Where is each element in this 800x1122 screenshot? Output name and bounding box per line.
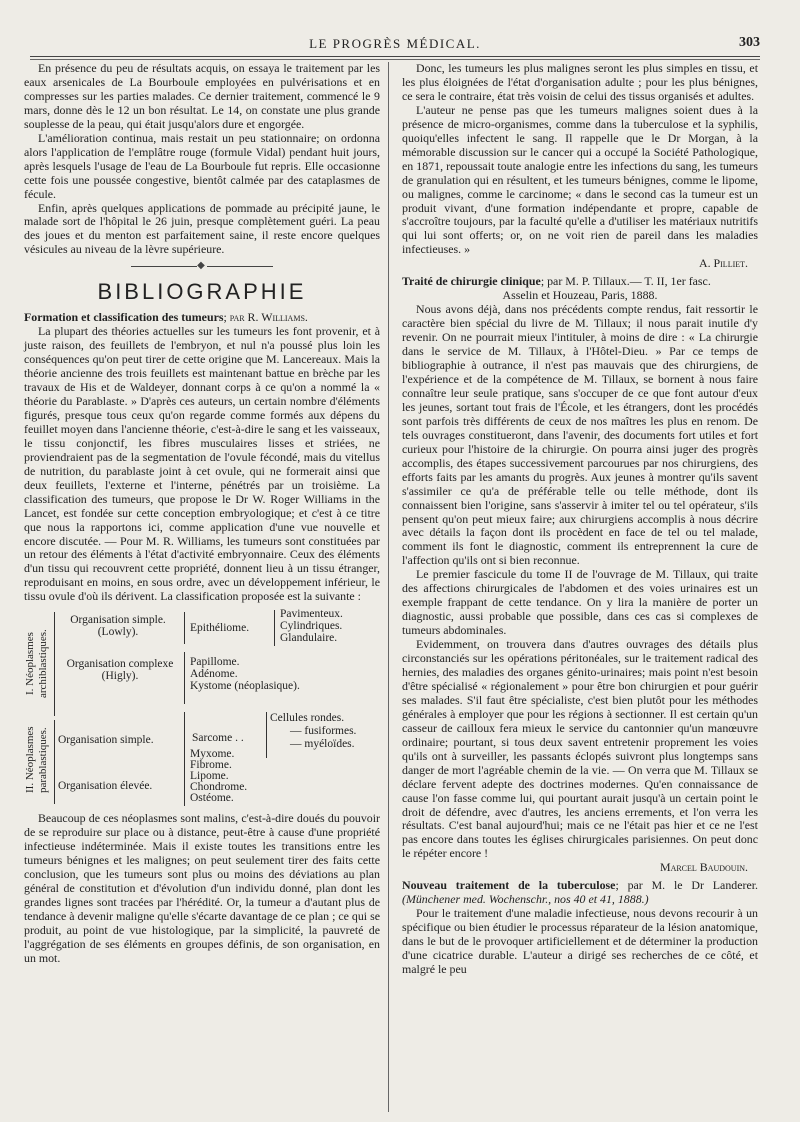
review-heading <box>24 311 380 325</box>
paragraph: L'amélioration continua, mais restait un peu stationnaire; on ordonna alors l'application de l'emplâtre rouge (formule Vidal) pendant huit jours, après lesquels l'usage de l'eau de La Bourboule fut repris. Elle occasionne cette fois une poussée congestive, bientôt calmée par des cataplasmes de fécule. <box>24 130 380 201</box>
chondrome: Chondrome. <box>190 781 248 794</box>
header-rule <box>30 56 760 57</box>
paragraph: La plupart des théories actuelles sur les tumeurs les font provenir, et à juste raison, des feuillets de l'embryon, et nul n'a poussé plus loin les conséquences qu'on peut tirer de cette origine que M. Lancereaux. Mais la théorie ancienne des trois feuillets est maintenant battue en brèche par les travaux de His et de Waldeyer, donnant corps à ce qu'on a nommé la « théorie du Parablaste. » D'après ces auteurs, un certain nombre d'éléments figurés, presque tous ceux qu'on regarde comme formés aux dépens du feuillet moyen dans l'ancienne théorie, c'est-à-dire le sang et les vaisseaux, le tissu conjonctif, les fibres musculaires lisses et striées, ne proviendraient pas de la segmentation de l'ovule fécondé, mais du vitellus de nutrition, du parablaste joint à cet ovule, qui ne formerait ainsi que deux feuillets, l'externe et l'interne, pénétrés par un troisième. La classification des tumeurs, que propose le Dr W. Roger Williams in the Lancet, est fondée sur cette conception embryologique; et c'est à ce titre que nous la rapportons ici, comme application d'une vue nouvelle et encore discutée. — Pour M. R. Williams, les tumeurs sont constituées par un retour des éléments à l'état d'activité embryonnaire. Ceux des éléments d'un tissu qui recouvrent cette propriété, donnent lieu à un tissu étranger, reproduisant en moins, en sous ordre, avec un développement inférieur, le tissu ovule d'où ils dérivent. La classification proposée est la suivante : <box>24 324 380 604</box>
org-simple-lowly: Organisation simple. (Lowly). <box>70 614 166 639</box>
paragraph: Pour le traitement d'une maladie infectieuse, nous devons recourir à un spécifique ou bien étudier le processus réparateur de la lésion anatomique, dans le but de le provoquer artificiellement et de déterminer la production d'une cicatrice durable. L'auteur a dirigé ses recherches de ce côté, et malgré le peu <box>402 906 758 976</box>
tumor-classification-table <box>24 608 380 806</box>
paragraph: Nous avons déjà, dans nos précédents compte rendus, fait ressortir le caractère bien spécial du livre de M. Tillaux; il nous parait inutile d'y revenir. On ne pourrait mieux l'intituler, à moins de dire : « La chirurgie dans le service de M. Tillaux, à l'Hôtel-Dieu. » Par ce temps de bibliographie à outrance, il n'est pas mauvais que des chirurgiens, de l'expérience et de la compétence de M. Tillaux, se bornent à nous faire connaître leur seule pratique, sans s'occuper de ce que font autour d'eux les jeunes, sortant tout frais de l'École, et les étrangers, dont les procédés sont parfois très différents de ceux de nos maîtres les plus en renom. De tels ouvrages constitueront, dans l'avenir, des documents fort utiles et fort curieux pour l'histoire de la chirurgie. On pourra ainsi juger des progrès accomplis, des étapes successivement parcourues par nos chirurgiens, des efforts faits par les amants du progrès. Aux jeunes à montrer qu'ils savent s'assimiler ce qu'a de préférable telle ou telle méthode, dont ils connaissent bien l'origine, sans s'asservir à imiter tel ou tel opérateur, s'ils pensent qu'on peut mieux faire; aux chirurgiens accomplis à nous décrire avec détails la façon dont ils procèdent en face de tel ou tel malade, comment ils font le diagnostic, comment ils entreprennent la cure de l'affection qu'ils ont si bien reconnue. <box>402 302 758 568</box>
papillome: Papillome. <box>190 656 240 669</box>
paragraph: Evidemment, on trouvera dans d'autres ouvrages des détails plus circonstanciés sur les opérations péritonéales, sur le traitement radical des hernies, des maladies des organes génito-urinaires; mais point n'est besoin d'être spécialisé « régionalement » pour être bon chirurgien et pour guérir ses malades. S'il faut être spécialiste, c'est bien plutôt pour les méthodes générales à employer que pour les régions à sectionner. Il est certain qu'un casseur de cailloux fera mieux le service du cantonnier qu'un manœuvre ordinaire; pourtant, si tous deux savent entretenir proprement les voies qu'ils ont à surveiller, les passants éclopés suivront plus longtemps sans danger de mort l'agréable chemin de la vie. — On verra que M. Tillaux se déclare fervent adepte des doctrines modernes. Qu'en connaissance de cause l'on fasse comme lui, qui pourtant aurait jusqu'à un certain point le droit de défendre, avec d'autres, les anciens errements, et l'on verra les résultats. C'est banal aujourd'hui; mais ce ne l'était pas hier et ce ne l'est pas encore dans toutes les églises chirurgicales parisiennes. On peut donc le répéter encore ! <box>402 637 758 861</box>
review-title: Nouveau traitement de la tuberculose <box>402 878 616 893</box>
fibrome: Fibrome. <box>190 759 232 772</box>
section-title: BIBLIOGRAPHIE <box>97 279 307 305</box>
left-column <box>24 62 380 966</box>
pavimenteux: Pavimenteux. <box>280 608 343 621</box>
page-header <box>30 32 760 56</box>
review-author: ; par M. le Dr Landerer. <box>615 878 758 893</box>
paragraph: Le premier fascicule du tome II de l'ouvrage de M. Tillaux, qui traite des affections chirurgicales de l'abdomen et des voies urinaires est un exemple frappant de cette tendance. On y lira la manière de porter un diagnostic, aussi probable que possible, dans ces cas si complexes de tumeurs abdominales. <box>402 567 758 638</box>
org-elevee: Organisation élevée. <box>58 780 153 793</box>
paragraph: Donc, les tumeurs les plus malignes seront les plus simples en tissu, et les plus éloignées de l'état d'organisation adulte ; pour les plus bénignes, ce sera le contraire, état très voisin de celui des tissus organisés et adultes. <box>402 61 758 103</box>
org-complexe-higly: Organisation complexe (Higly). <box>66 658 174 683</box>
group1-label: I. Néoplasmes archiblastiques. <box>24 629 49 699</box>
myeloides: — myéloïdes. <box>290 738 355 751</box>
fusiformes: — fusiformes. <box>290 725 357 738</box>
section-ornament: ◆ <box>24 259 380 273</box>
osteome: Ostéome. <box>190 792 234 805</box>
review-author: ; par R. Williams. <box>223 310 308 325</box>
kystome: Kystome (néoplasique). <box>190 680 300 693</box>
review-publisher: Asselin et Houzeau, Paris, 1888. <box>502 288 658 303</box>
review-heading <box>402 275 758 289</box>
signature: Marcel Baudouin. <box>660 860 748 875</box>
paragraph: Beaucoup de ces néoplasmes sont malins, c'est-à-dire doués du pouvoir de se reproduire sur place ou à distance, peut-être à cause d'une propriété infectieuse indéterminée. Mais il existe toutes les transitions entre les tumeurs bénignes et les malignes; on peut seulement tirer des faits cette conclusion, que les tumeurs sont plus ou moins des déviations au plan général de constitution et d'évolution d'un individu donné, plan dont les grandes lignes sont tracées par l'hérédité. Or, la tumeur a d'autant plus de tendance à devenir maligne qu'elle s'écarte davantage de ce plan ; ce qui se produit, au point de vue histologique, par la simplicité, la pauvreté de l'aggrégation de ses éléments en groupes définis, de son organisation, en un mot. <box>24 811 380 965</box>
myxome: Myxome. <box>190 748 235 761</box>
group2-label: II. Néoplasmes parablastiques. <box>24 726 49 794</box>
review-title: Traité de chirurgie clinique <box>402 274 541 289</box>
review-heading <box>402 879 758 907</box>
header-rule-thin <box>30 59 760 60</box>
cylindriques: Cylindriques. <box>280 620 343 633</box>
paragraph: En présence du peu de résultats acquis, on essaya le traitement par les eaux arsenicales de La Bourboule employées en pulvérisations et en compresses sur les parties malades. Ce dernier traitement, commencé le 9 mars, donne dès le 12 un bon résultat. Le 14, on constate une plus grande souplesse de la peau, qui était jusqu'alors dure et engorgée. <box>24 61 380 131</box>
review-title: Formation et classification des tumeurs <box>24 310 224 325</box>
glandulaire: Glandulaire. <box>280 632 338 645</box>
paragraph: L'auteur ne pense pas que les tumeurs malignes soient dues à la présence de micro-organismes, comme dans la tuberculose et la syphilis, quoiqu'elles infectent le sang. Il rappelle que le Dr Morgan, à la mémorable discussion sur le cancer qui a occupé la Société Pathologique, en 1871, repoussait toute analogie entre les infections du sang, les tumeurs de granulation qui en résultent, et les tumeurs bénignes, comme le lipome, ou malignes, comme le carcinome; « dans le second cas la tumeur est un produit vivant, d'une formation indépendante et propre, capable de s'accroître toujours, par la faculté qu'elle a d'utiliser les matériaux nutritifs qui lui sont offerts; or, on ne voit rien de pareil dans les maladies infectieuses. » <box>402 102 758 257</box>
review-author: ; par M. P. Tillaux.— T. II, 1er fasc. <box>540 274 711 289</box>
paragraph: Enfin, après quelques applications de pommade au précipité jaune, le malade sort de l'hôpital le 26 juin, presque complètement guéri. La peau des joues et du menton est parfaitement saine, il reste encore quelques vésicules au niveau de la lèvre supérieure. <box>24 200 380 257</box>
column-divider <box>388 62 389 1112</box>
running-title: LE PROGRÈS MÉDICAL. <box>309 36 481 51</box>
epitheliome: Epithéliome. <box>190 622 250 635</box>
adenome: Adénome. <box>190 668 238 681</box>
page-number: 303 <box>739 35 760 50</box>
lipome: Lipome. <box>190 770 229 783</box>
sarcome: Sarcome . . <box>192 732 244 745</box>
right-column <box>402 62 758 977</box>
review-source: (Münchener med. Wochenschr., nos 40 et 41, 1888.) <box>402 892 649 907</box>
org-simple: Organisation simple. <box>58 734 154 747</box>
cellules-rondes: Cellules rondes. <box>270 712 345 725</box>
signature: A. Pilliet. <box>699 256 748 271</box>
